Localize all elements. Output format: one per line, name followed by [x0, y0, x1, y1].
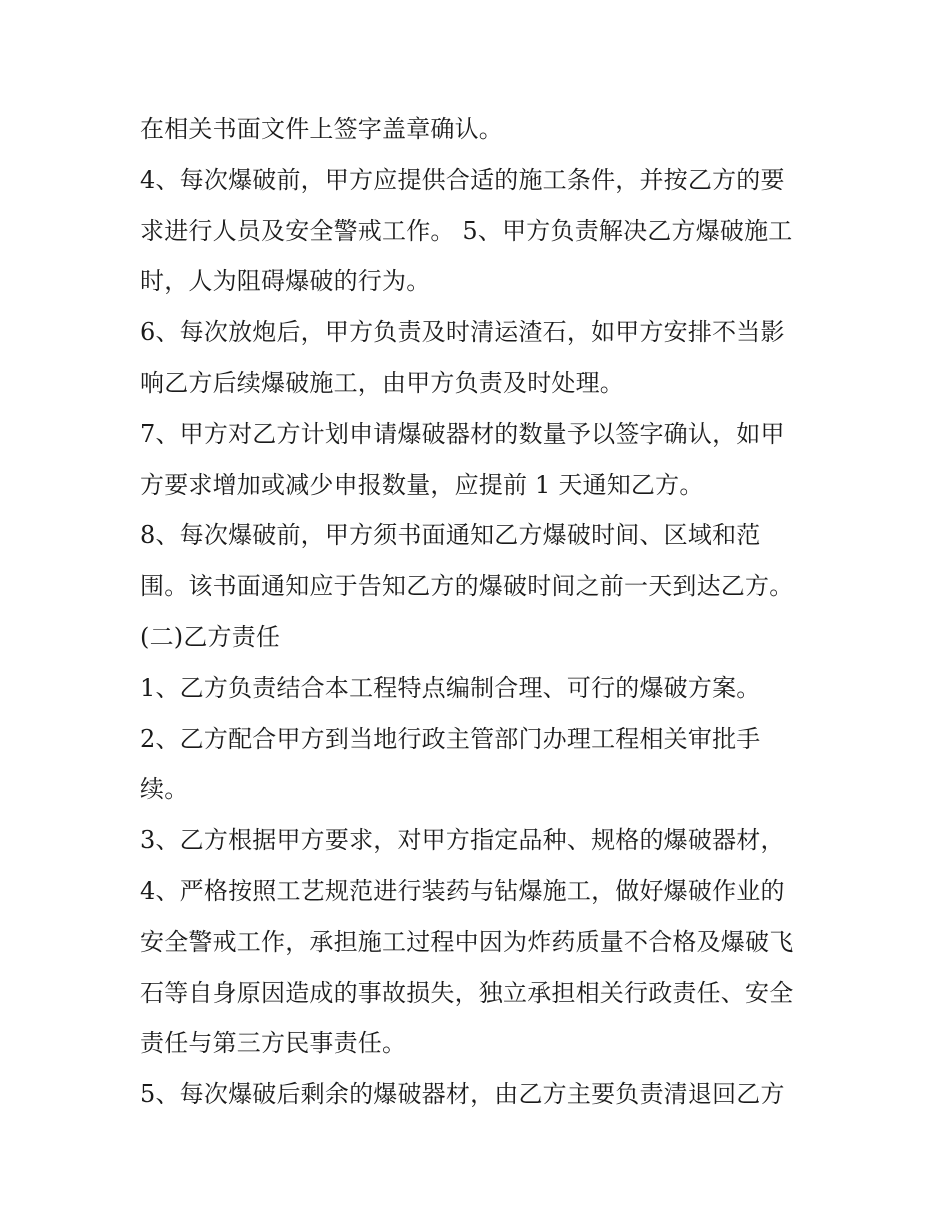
text-line: 围。该书面通知应于告知乙方的爆破时间之前一天到达乙方。 — [140, 572, 794, 601]
text-line: 方要求增加或减少申报数量，应提前 1 天通知乙方。 — [140, 470, 704, 499]
text-line: 责任与第三方民事责任。 — [140, 1029, 407, 1058]
section-heading: (二)乙方责任 — [140, 622, 281, 651]
document-body — [140, 104, 820, 1120]
text-line: 安全警戒工作，承担施工过程中因为炸药质量不合格及爆破飞 — [140, 927, 794, 956]
text-line: 1、乙方负责结合本工程特点编制合理、可行的爆破方案。 — [140, 673, 761, 702]
text-line: 响乙方后续爆破施工，由甲方负责及时处理。 — [140, 368, 624, 397]
text-line: 3、乙方根据甲方要求，对甲方指定品种、规格的爆破器材， — [140, 826, 785, 855]
text-line: 续。 — [140, 775, 189, 804]
text-line: 5、每次爆破后剩余的爆破器材，由乙方主要负责清退回乙方 — [140, 1080, 785, 1109]
text-line: 石等自身原因造成的事故损失，独立承担相关行政责任、安全 — [140, 978, 794, 1007]
text-line: 6、每次放炮后，甲方负责及时清运渣石，如甲方安排不当影 — [140, 318, 785, 347]
text-line: 4、严格按照工艺规范进行装药与钻爆施工，做好爆破作业的 — [140, 876, 785, 905]
text-line: 4、每次爆破前，甲方应提供合适的施工条件，并按乙方的要 — [140, 165, 785, 194]
text-line: 在相关书面文件上签字盖章确认。 — [140, 115, 503, 143]
text-line: 时，人为阻碍爆破的行为。 — [140, 267, 431, 296]
text-line: 求进行人员及安全警戒工作。 5、甲方负责解决乙方爆破施工 — [140, 216, 793, 245]
text-line: 2、乙方配合甲方到当地行政主管部门办理工程相关审批手 — [140, 724, 761, 753]
text-line: 8、每次爆破前，甲方须书面通知乙方爆破时间、区域和范 — [140, 521, 761, 550]
text-line: 7、甲方对乙方计划申请爆破器材的数量予以签字确认，如甲 — [140, 419, 785, 448]
